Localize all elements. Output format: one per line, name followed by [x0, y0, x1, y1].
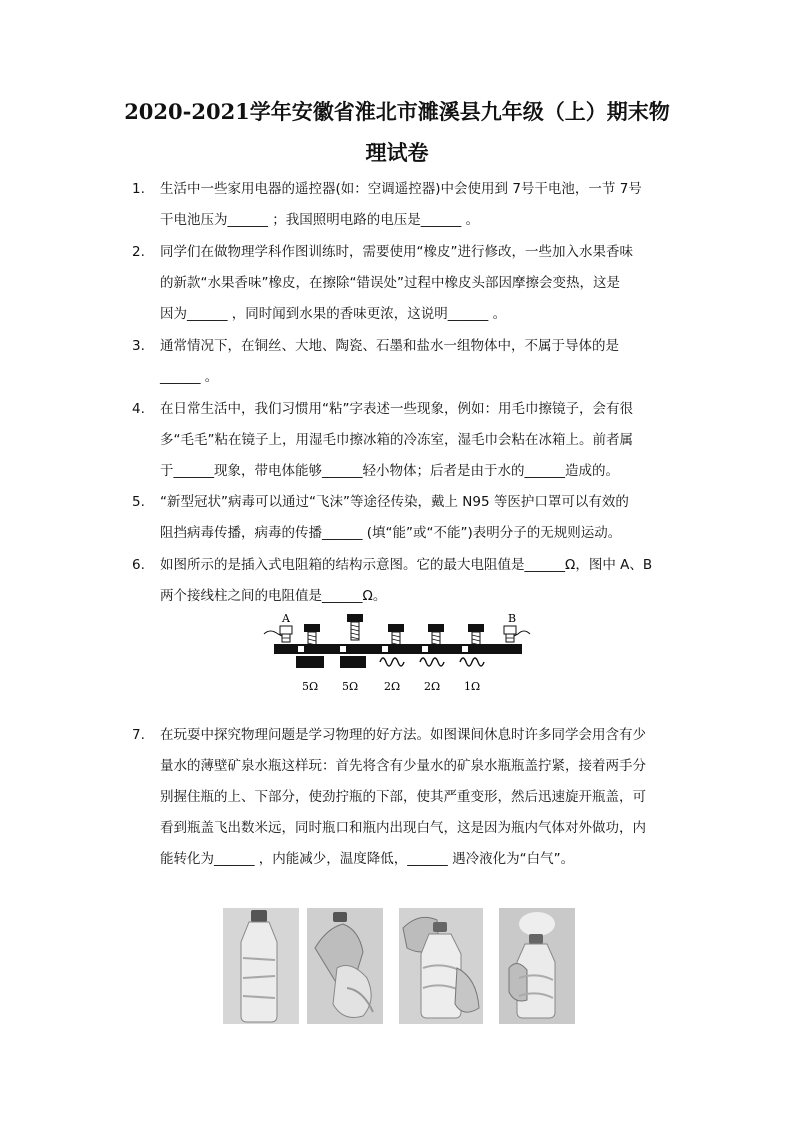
question-number: 5. [132, 494, 145, 510]
question-line: 通常情况下，在铜丝、大地、陶瓷、石墨和盐水一组物体中，不属于导体的是 [160, 338, 619, 354]
resistor-label: 5Ω [342, 680, 359, 693]
resistor-label: 1Ω [464, 680, 481, 693]
question-line: 量水的薄壁矿泉水瓶这样玩：首先将含有少量水的矿泉水瓶瓶盖拧紧，接着两手分 [160, 758, 646, 774]
terminal-a-label: A [282, 612, 290, 625]
bottle-photo-3 [399, 908, 483, 1024]
question-line: 因为______ ，同时闻到水果的香味更浓，这说明______ 。 [160, 306, 507, 322]
question-2 [132, 237, 672, 330]
question-line: 阻挡病毒传播，病毒的传播______ (填“能”或“不能”)表明分子的无规则运动。 [160, 525, 622, 541]
question-line: 如图所示的是插入式电阻箱的结构示意图。它的最大电阻值是______Ω，图中 A、B [160, 557, 653, 573]
question-number: 1. [132, 181, 145, 197]
exam-title-line-2: 理试卷 [365, 140, 429, 165]
bar-gap [462, 646, 468, 652]
resistor-label: 2Ω [424, 680, 441, 693]
question-line: 干电池压为______ ；我国照明电路的电压是______ 。 [160, 212, 480, 228]
bar-gap [382, 646, 388, 652]
question-4 [132, 394, 672, 487]
resistor-coil [296, 656, 324, 668]
question-number: 7. [132, 727, 145, 743]
terminal-b-label: B [508, 612, 517, 625]
question-number: 6. [132, 557, 145, 573]
question-line: 于______现象，带电体能够______轻小物体；后者是由于水的______造成的。 [160, 463, 619, 479]
exam-title-line-1: 2020-2021学年安徽省淮北市濉溪县九年级（上）期末物 [124, 99, 670, 124]
question-line: 在日常生活中，我们习惯用“粘”字表述一些现象，例如：用毛巾擦镜子，会有很 [160, 401, 633, 417]
bar-gap [298, 646, 304, 652]
question-line: 生活中一些家用电器的遥控器(如：空调遥控器)中会使用到 7号干电池，一节 7号 [160, 181, 642, 197]
bottle-photo-strip [223, 908, 575, 1024]
plug-2 [347, 614, 363, 640]
question-number: 3. [132, 338, 145, 354]
question-line: ______ 。 [160, 369, 219, 385]
question-3 [132, 331, 672, 393]
question-line: 两个接线柱之间的电阻值是______Ω。 [160, 588, 387, 604]
question-line: 的新款“水果香味”橡皮，在擦除“错误处”过程中橡皮头部因摩擦会变热，这是 [160, 275, 620, 291]
plug-4 [428, 624, 444, 646]
bar-gap [422, 646, 428, 652]
question-5 [132, 487, 672, 549]
resistor-label: 5Ω [302, 680, 319, 693]
plug-3 [388, 624, 404, 646]
terminal-post-a [280, 626, 292, 642]
resistor-coil [340, 656, 366, 668]
plug-5 [468, 624, 484, 646]
question-7 [132, 720, 672, 875]
question-6 [132, 550, 672, 612]
bottle-photo-4 [499, 908, 575, 1024]
question-line: “新型冠状”病毒可以通过“飞沫”等途径传染，戴上 N95 等医护口罩可以有效的 [160, 494, 629, 510]
bottle-photo-2 [307, 908, 383, 1024]
resistance-box-diagram [262, 612, 532, 698]
question-line: 同学们在做物理学科作图训练时，需要使用“橡皮”进行修改，一些加入水果香味 [160, 244, 633, 260]
resistor-coil [420, 658, 444, 666]
terminal-post-b [504, 626, 516, 642]
resistor-coil [380, 658, 404, 666]
question-line: 看到瓶盖飞出数米远，同时瓶口和瓶内出现白气，这是因为瓶内气体对外做功，内 [160, 820, 646, 836]
question-line: 在玩耍中探究物理问题是学习物理的好方法。如图课间休息时许多同学会用含有少 [160, 727, 646, 743]
question-line: 别握住瓶的上、下部分，使劲拧瓶的下部，使其严重变形，然后迅速旋开瓶盖，可 [160, 789, 646, 805]
bar-gap [340, 646, 346, 652]
question-1 [132, 174, 672, 236]
question-number: 2. [132, 244, 145, 260]
plug-1 [304, 624, 320, 646]
resistor-coil [460, 658, 484, 666]
resistor-label: 2Ω [384, 680, 401, 693]
question-number: 4. [132, 401, 145, 417]
question-line: 能转化为______ ，内能减少，温度降低，______ 遇冷液化为“白气”。 [160, 851, 575, 867]
copper-bar [274, 644, 522, 654]
bottle-photo-1 [223, 908, 299, 1024]
lead-wire-a [264, 631, 282, 636]
question-line: 多“毛毛”粘在镜子上，用湿毛巾擦冰箱的冷冻室，湿毛巾会粘在冰箱上。前者属 [160, 432, 633, 448]
